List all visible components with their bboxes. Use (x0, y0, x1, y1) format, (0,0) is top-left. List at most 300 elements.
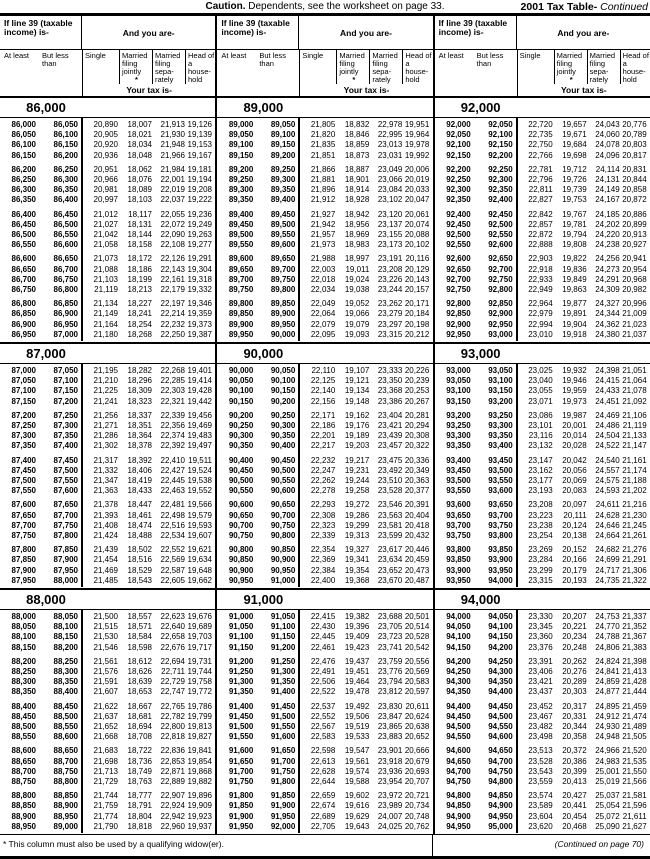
tax-amount-cell: 21,607 (93, 687, 118, 697)
tax-amount-cell: 24,380 (595, 329, 620, 339)
tax-amount-cell: 20,556 (404, 656, 430, 666)
tax-amount-cell: 22,126 (160, 254, 185, 264)
tax-row (435, 230, 650, 240)
tax-amount-cell: 19,236 (187, 209, 212, 219)
tax-row (0, 476, 215, 486)
tax-amount-cell: 24,788 (595, 632, 620, 642)
tax-amount-cell: 19,799 (187, 711, 212, 721)
income-cell: 93,650 (446, 510, 471, 520)
tax-amount-cell: 21,444 (622, 687, 647, 697)
tax-amount-cell: 21,092 (622, 396, 647, 406)
income-cell: 89,850 (228, 309, 254, 319)
income-cell: 92,050 (446, 130, 471, 140)
tax-amount-cell: 20,441 (562, 801, 587, 811)
tax-amount-cell: 20,468 (562, 821, 587, 831)
tax-amount-cell: 21,195 (93, 366, 118, 375)
tax-amount-cell: 21,611 (622, 811, 647, 821)
tax-amount-cell: 23,071 (528, 396, 553, 406)
section-rows (435, 364, 650, 587)
tax-amount-cell: 19,643 (344, 821, 370, 831)
tax-amount-cell: 22,694 (160, 656, 185, 666)
tax-row (0, 612, 215, 622)
tax-amount-cell: 22,410 (160, 455, 185, 465)
tax-amount-cell: 20,322 (404, 441, 430, 451)
tax-amount-cell: 19,703 (187, 632, 212, 642)
tax-amount-cell: 22,796 (528, 175, 553, 185)
tax-amount-cell: 21,820 (310, 130, 336, 140)
income-cell: 90,200 (228, 410, 254, 420)
tax-amount-cell: 19,744 (187, 667, 212, 677)
tax-amount-cell: 22,765 (160, 701, 185, 711)
tax-amount-cell: 20,982 (622, 285, 647, 295)
tax-amount-cell: 21,713 (93, 766, 118, 776)
tax-amount-cell: 22,534 (160, 531, 185, 541)
tax-amount-cell: 18,268 (127, 329, 152, 339)
income-cell: 87,200 (53, 396, 78, 406)
tax-amount-cell: 20,872 (622, 195, 647, 205)
tax-row (217, 254, 432, 264)
income-section (217, 96, 432, 342)
income-cell: 86,300 (53, 175, 78, 185)
section-range-label (217, 588, 432, 610)
tax-amount-cell: 24,114 (595, 164, 620, 174)
tax-amount-cell: 20,061 (404, 209, 430, 219)
tax-row (217, 822, 432, 832)
caution-note (205, 1, 444, 12)
tax-amount-cell: 22,262 (310, 476, 336, 486)
tax-amount-cell: 24,238 (595, 240, 620, 250)
income-cell: 93,600 (488, 486, 513, 496)
tax-amount-cell: 23,223 (528, 510, 553, 520)
tax-amount-cell: 23,723 (377, 632, 403, 642)
income-cell: 93,700 (446, 520, 471, 530)
tax-row (217, 120, 432, 130)
tax-amount-cell: 22,729 (160, 677, 185, 687)
col-header-single: Single (299, 50, 336, 84)
tax-amount-cell: 19,648 (187, 565, 212, 575)
tax-amount-cell: 22,640 (160, 622, 185, 632)
tax-amount-cell: 22,003 (310, 264, 336, 274)
tax-amount-cell: 20,514 (404, 622, 430, 632)
tax-row (435, 411, 650, 421)
income-cell: 89,600 (270, 240, 296, 250)
tax-amount-cell: 22,871 (160, 766, 185, 776)
tax-amount-cell: 20,248 (562, 642, 587, 652)
tax-amount-cell: 19,932 (562, 366, 587, 375)
section-rows (0, 118, 215, 341)
tax-amount-cell: 23,254 (528, 531, 553, 541)
tax-row (0, 386, 215, 396)
tax-amount-cell: 20,817 (622, 150, 647, 160)
tax-amount-cell: 22,836 (160, 746, 185, 756)
tax-amount-cell: 21,912 (310, 195, 336, 205)
tax-amount-cell: 20,097 (562, 500, 587, 510)
tax-amount-cell: 21,966 (160, 150, 185, 160)
tax-amount-cell: 21,393 (93, 510, 118, 520)
tax-amount-cell: 19,176 (344, 421, 370, 431)
section-range-label (217, 96, 432, 118)
tax-amount-cell: 22,201 (310, 431, 336, 441)
income-cell: 91,350 (270, 677, 296, 687)
tax-amount-cell: 23,193 (528, 486, 553, 496)
tax-amount-cell: 23,191 (377, 254, 403, 264)
income-cell: 94,950 (488, 811, 513, 821)
panel-header (0, 16, 215, 96)
income-cell: 91,400 (228, 701, 254, 711)
tax-amount-cell: 23,297 (377, 319, 403, 329)
tax-amount-cell: 23,741 (377, 642, 403, 652)
tax-amount-cell: 23,208 (528, 500, 553, 510)
tax-amount-cell: 18,667 (127, 701, 152, 711)
income-cell: 91,550 (270, 722, 296, 732)
tax-row (217, 476, 432, 486)
tax-amount-cell: 22,964 (528, 299, 553, 309)
col-header-married-separately: Married filing sepa- rately (369, 50, 402, 84)
income-cell: 91,250 (228, 667, 254, 677)
tax-amount-cell: 23,421 (377, 421, 403, 431)
income-header-label: If line 39 (taxable income) is- (0, 16, 82, 49)
tax-amount-cell: 22,476 (310, 656, 336, 666)
income-cell: 91,850 (228, 801, 254, 811)
tax-amount-cell: 18,543 (127, 575, 152, 585)
income-section (435, 342, 650, 588)
income-cell: 94,400 (446, 701, 471, 711)
income-cell: 87,100 (11, 386, 36, 396)
tax-amount-cell: 20,487 (404, 575, 430, 585)
tax-amount-cell: 22,598 (310, 746, 336, 756)
tax-row (217, 230, 432, 240)
tax-amount-cell: 19,772 (187, 687, 212, 697)
income-cell: 91,150 (270, 632, 296, 642)
income-cell: 92,400 (446, 209, 471, 219)
tax-amount-cell: 18,612 (127, 656, 152, 666)
income-cell: 93,350 (488, 431, 513, 441)
tax-amount-cell: 18,254 (127, 319, 152, 329)
row-group (217, 702, 432, 743)
tax-amount-cell: 20,831 (622, 164, 647, 174)
tax-amount-cell: 18,172 (127, 254, 152, 264)
tax-amount-cell: 24,575 (595, 476, 620, 486)
tax-amount-cell: 18,062 (127, 164, 152, 174)
tax-amount-cell: 20,047 (404, 195, 430, 205)
income-cell: 90,500 (228, 476, 254, 486)
tax-amount-cell: 21,596 (622, 801, 647, 811)
income-cell: 91,700 (270, 756, 296, 766)
page-title-bold: 2001 Tax Table- (520, 1, 598, 13)
tax-amount-cell: 20,088 (404, 230, 430, 240)
column-headers-row (217, 50, 432, 84)
tax-amount-cell: 20,001 (562, 421, 587, 431)
income-cell: 89,600 (228, 254, 254, 264)
tax-row (217, 441, 432, 451)
tax-amount-cell: 21,332 (93, 465, 118, 475)
tax-row (217, 140, 432, 150)
tax-amount-cell: 22,623 (160, 612, 185, 621)
tax-row (0, 791, 215, 801)
tax-amount-cell: 19,107 (344, 366, 370, 375)
tax-amount-cell: 18,681 (127, 711, 152, 721)
income-cell: 86,150 (11, 150, 36, 160)
tax-amount-cell: 19,634 (187, 555, 212, 565)
panel-header-top (217, 16, 432, 50)
tax-row (0, 687, 215, 697)
income-cell: 94,850 (488, 791, 513, 801)
tax-amount-cell: 18,736 (127, 756, 152, 766)
income-cell: 89,000 (228, 120, 254, 129)
income-cell: 87,550 (11, 486, 36, 496)
tax-amount-cell: 21,627 (622, 821, 647, 831)
tax-amount-cell: 20,473 (404, 565, 430, 575)
income-cell: 94,150 (446, 642, 471, 652)
income-cell: 88,450 (11, 711, 36, 721)
asterisk-note: * (569, 75, 573, 84)
tax-amount-cell: 23,084 (377, 185, 403, 195)
tax-amount-cell: 20,721 (404, 791, 430, 801)
tax-amount-cell: 24,770 (595, 622, 620, 632)
income-cell: 89,900 (270, 309, 296, 319)
tax-amount-cell: 21,988 (310, 254, 336, 264)
tax-amount-cell: 22,278 (310, 486, 336, 496)
tax-amount-cell: 18,639 (127, 677, 152, 687)
tax-amount-cell: 19,469 (187, 421, 212, 431)
tax-row (435, 801, 650, 811)
tax-amount-cell: 23,315 (528, 575, 553, 585)
tax-amount-cell: 19,451 (344, 667, 370, 677)
income-cell: 93,850 (488, 545, 513, 555)
tax-amount-cell: 19,387 (187, 329, 212, 339)
income-cell: 88,700 (53, 756, 78, 766)
tax-amount-cell: 19,121 (344, 376, 370, 386)
tax-amount-cell: 22,247 (310, 465, 336, 475)
tax-amount-cell: 24,362 (595, 319, 620, 329)
tax-amount-cell: 18,021 (127, 130, 152, 140)
row-group (435, 612, 650, 653)
tax-row (435, 366, 650, 376)
income-cell: 93,550 (446, 486, 471, 496)
income-cell: 92,250 (446, 175, 471, 185)
tax-row (0, 632, 215, 642)
income-cell: 89,150 (228, 150, 254, 160)
tax-amount-cell: 18,474 (127, 520, 152, 530)
tax-row (0, 767, 215, 777)
tax-amount-cell: 23,132 (528, 441, 553, 451)
tax-row (217, 220, 432, 230)
tax-row (0, 441, 215, 451)
income-cell: 90,750 (270, 520, 296, 530)
continued-note: (Continued on page 70) (554, 839, 644, 849)
income-cell: 91,200 (228, 656, 254, 666)
row-group (0, 746, 215, 787)
tax-row (435, 476, 650, 486)
row-group (435, 411, 650, 452)
income-cell: 88,150 (53, 632, 78, 642)
tax-amount-cell: 23,617 (377, 545, 403, 555)
tax-amount-cell: 18,392 (127, 455, 152, 465)
income-cell: 91,600 (228, 746, 254, 756)
tax-amount-cell: 20,920 (93, 140, 118, 150)
tax-amount-cell: 18,571 (127, 622, 152, 632)
tax-amount-cell: 21,261 (622, 531, 647, 541)
income-cell: 89,300 (270, 175, 296, 185)
income-cell: 90,400 (270, 441, 296, 451)
section-range-label (217, 342, 432, 364)
tax-amount-cell: 20,074 (404, 219, 430, 229)
tax-amount-cell: 19,629 (344, 811, 370, 821)
tax-amount-cell: 18,488 (127, 531, 152, 541)
tax-amount-cell: 21,439 (93, 545, 118, 555)
tax-amount-cell: 22,827 (528, 195, 553, 205)
income-cell: 87,650 (11, 510, 36, 520)
tax-amount-cell: 23,116 (528, 431, 553, 441)
income-cell: 89,800 (270, 285, 296, 295)
income-cell: 86,100 (53, 130, 78, 140)
tax-amount-cell: 22,676 (160, 642, 185, 652)
income-cell: 88,250 (11, 667, 36, 677)
tax-amount-cell: 19,621 (187, 545, 212, 555)
tax-row (217, 746, 432, 756)
tax-amount-cell: 22,750 (528, 140, 553, 150)
tax-amount-cell: 21,103 (93, 274, 118, 284)
tax-amount-cell: 23,528 (377, 486, 403, 496)
tax-amount-cell: 18,983 (344, 240, 370, 250)
tax-amount-cell: 24,593 (595, 486, 620, 496)
tax-amount-cell: 19,547 (344, 746, 370, 756)
income-cell: 94,600 (488, 732, 513, 742)
tax-amount-cell: 23,528 (528, 756, 553, 766)
tax-amount-cell: 24,699 (595, 555, 620, 565)
tax-row (435, 210, 650, 220)
col-header-single: Single (517, 50, 554, 84)
income-cell: 93,500 (488, 465, 513, 475)
income-cell: 90,350 (270, 431, 296, 441)
tax-amount-cell: 24,398 (595, 366, 620, 375)
tax-amount-cell: 24,149 (595, 185, 620, 195)
tax-amount-cell: 21,398 (622, 656, 647, 666)
income-cell: 86,750 (11, 285, 36, 295)
tax-amount-cell: 18,997 (344, 254, 370, 264)
tax-amount-cell: 18,199 (127, 274, 152, 284)
income-cell: 91,900 (228, 811, 254, 821)
tax-amount-cell: 19,808 (562, 240, 587, 250)
tax-amount-cell: 21,245 (622, 520, 647, 530)
tax-row (0, 411, 215, 421)
tax-amount-cell: 18,749 (127, 766, 152, 776)
tax-amount-cell: 22,384 (310, 565, 336, 575)
income-cell: 93,100 (488, 376, 513, 386)
section-range-label (435, 588, 650, 610)
tax-amount-cell: 21,489 (622, 722, 647, 732)
tax-amount-cell: 20,179 (562, 565, 587, 575)
tax-amount-cell: 24,451 (595, 396, 620, 406)
income-cell: 87,200 (11, 410, 36, 420)
income-cell: 87,400 (11, 455, 36, 465)
tax-amount-cell: 20,344 (562, 722, 587, 732)
tax-row (0, 120, 215, 130)
income-cell: 92,350 (488, 185, 513, 195)
income-cell: 95,000 (488, 821, 513, 831)
tax-row (0, 185, 215, 195)
tax-row (0, 151, 215, 161)
caution-label: Caution. (205, 1, 246, 12)
tax-amount-cell: 19,423 (344, 642, 370, 652)
tax-amount-cell: 24,611 (595, 500, 620, 510)
tax-amount-cell: 19,973 (562, 396, 587, 406)
tax-amount-cell: 19,181 (187, 164, 212, 174)
tax-amount-cell: 19,896 (187, 791, 212, 801)
tax-amount-cell: 18,804 (127, 811, 152, 821)
income-cell: 88,600 (11, 746, 36, 756)
income-cell: 87,300 (53, 421, 78, 431)
tax-amount-cell: 22,994 (528, 319, 553, 329)
tax-amount-cell: 18,529 (127, 565, 152, 575)
tax-row (217, 702, 432, 712)
tax-amount-cell: 21,216 (622, 500, 647, 510)
section-range-value: 93,000 (460, 346, 501, 361)
income-cell: 91,700 (228, 766, 254, 776)
tax-row (0, 309, 215, 319)
tax-amount-cell: 20,193 (562, 575, 587, 585)
tax-amount-cell: 18,048 (127, 150, 152, 160)
tax-row (217, 421, 432, 431)
income-cell: 91,250 (270, 656, 296, 666)
income-cell: 87,950 (11, 575, 36, 585)
tax-amount-cell: 20,404 (404, 510, 430, 520)
income-cell: 93,250 (446, 421, 471, 431)
income-cell: 89,950 (270, 319, 296, 329)
tax-amount-cell: 20,294 (404, 421, 430, 431)
tax-amount-cell: 22,037 (160, 195, 185, 205)
tax-row (217, 411, 432, 421)
col-header-married-jointly-text: Married filing jointly (556, 51, 583, 76)
tax-amount-cell: 23,510 (377, 476, 403, 486)
tax-amount-cell: 20,124 (562, 520, 587, 530)
income-cell: 92,450 (488, 209, 513, 219)
tax-amount-cell: 24,859 (595, 677, 620, 687)
tax-amount-cell: 22,161 (160, 274, 185, 284)
tax-amount-cell: 20,166 (562, 555, 587, 565)
income-cell: 90,550 (270, 476, 296, 486)
tax-amount-cell: 22,156 (310, 396, 336, 406)
tax-amount-cell: 21,520 (622, 746, 647, 756)
income-cell: 89,100 (270, 130, 296, 140)
tax-amount-cell: 22,857 (528, 219, 553, 229)
row-group (435, 500, 650, 541)
tax-row (217, 732, 432, 742)
tax-amount-cell: 24,185 (595, 209, 620, 219)
tax-amount-cell: 18,364 (127, 431, 152, 441)
tax-row (217, 275, 432, 285)
tax-amount-cell: 22,720 (528, 120, 553, 129)
column-headers-row (0, 50, 215, 84)
income-cell: 91,450 (228, 711, 254, 721)
tax-amount-cell: 20,391 (404, 500, 430, 510)
income-cell: 90,400 (228, 455, 254, 465)
row-group (217, 254, 432, 295)
tax-amount-cell: 21,408 (93, 520, 118, 530)
income-cell: 90,700 (228, 520, 254, 530)
income-cell: 86,450 (53, 209, 78, 219)
tax-amount-cell: 23,137 (377, 219, 403, 229)
tax-row (435, 330, 650, 340)
tax-amount-cell: 21,133 (622, 431, 647, 441)
income-cell: 86,900 (53, 309, 78, 319)
tax-amount-cell: 21,668 (93, 732, 118, 742)
tax-amount-cell: 21,530 (93, 632, 118, 642)
tax-row (0, 657, 215, 667)
income-cell: 91,750 (270, 766, 296, 776)
tax-amount-cell: 21,546 (93, 642, 118, 652)
tax-amount-cell: 23,010 (528, 329, 553, 339)
